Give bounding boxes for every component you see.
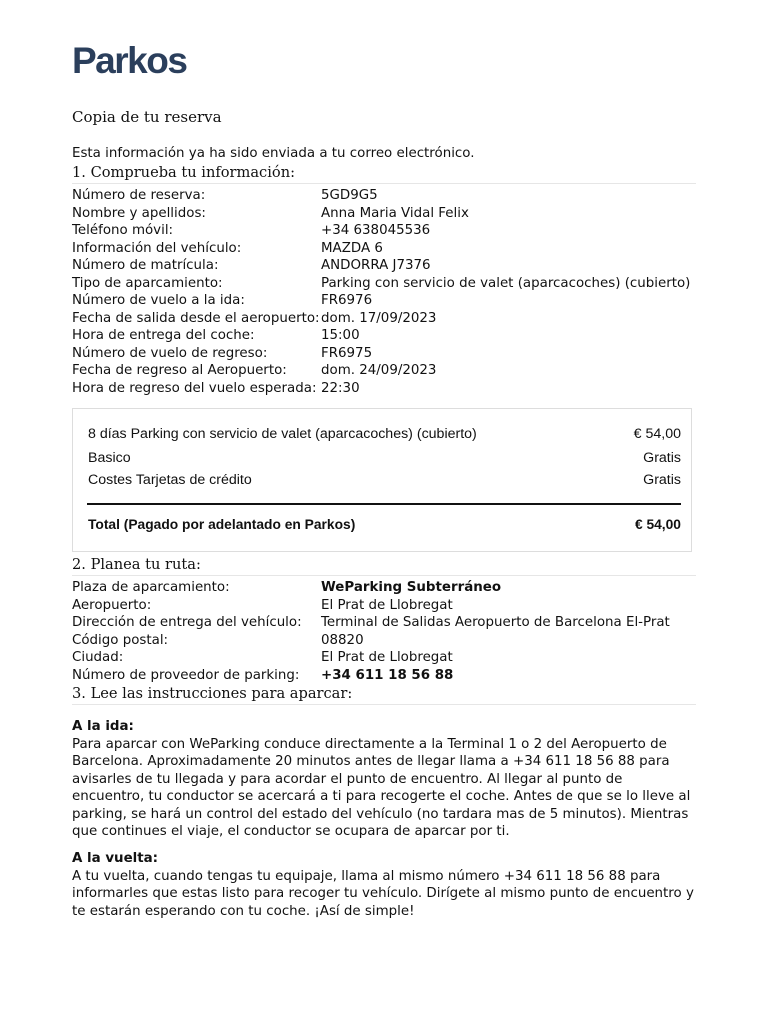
price-total <box>88 517 681 532</box>
outbound-text: Para aparcar con WeParking conduce directamente a la Terminal 1 o 2 del Aeropuerto de Barcelona. Aproximadamente 20 minutos antes de llegar llama a +34 611 18 56 88 para avisarles de tu llegada y para acordar el punto de encuentro. Al llegar al punto de encuentro, tu conductor se acercará a ti para recogerte el coche. Antes de que se lo lleve al parking, se hará un control del estado del vehículo (no tardara mas de 5 minutos). Mientras que continues el viaje, el conductor se ocupara de aparcar por ti. <box>72 736 691 839</box>
info-value: +34 638045536 <box>321 223 431 238</box>
price-line-value: Gratis <box>643 472 681 488</box>
info-row <box>72 327 696 345</box>
parkos-logo: Parkos <box>72 40 187 81</box>
section-2-title: 2. Planea tu ruta: <box>72 555 696 576</box>
price-divider <box>87 503 681 505</box>
info-value: 22:30 <box>321 380 360 396</box>
price-line-label: Costes Tarjetas de crédito <box>88 472 252 488</box>
info-row <box>72 380 696 398</box>
info-value: 15:00 <box>321 328 360 343</box>
return-instructions <box>72 850 696 920</box>
info-row <box>72 667 696 685</box>
info-value: dom. 17/09/2023 <box>321 310 437 326</box>
info-value: Anna Maria Vidal Felix <box>321 205 469 221</box>
info-label: Fecha de regreso al Aeropuerto: <box>72 363 287 378</box>
price-summary-box <box>72 408 692 552</box>
return-text: A tu vuelta, cuando tengas tu equipaje, llama al mismo número +34 611 18 56 88 para informarles que estas listo para recoger tu vehículo. Dirígete al mismo punto de encuentro y te estarán esperando con tu coche. ¡Así de simple! <box>72 868 694 919</box>
price-line-label: 8 días Parking con servicio de valet (aparcacoches) (cubierto) <box>88 426 477 442</box>
info-value: 08820 <box>321 632 364 648</box>
info-row <box>72 310 696 328</box>
info-row <box>72 632 696 650</box>
provider-phone: +34 611 18 56 88 <box>321 667 454 683</box>
info-label: Hora de regreso del vuelo esperada: <box>72 380 317 396</box>
intro-text: Esta información ya ha sido enviada a tu correo electrónico. <box>72 146 475 161</box>
info-row <box>72 187 696 205</box>
info-label: Número de proveedor de parking: <box>72 667 300 683</box>
info-value: FR6975 <box>321 345 373 361</box>
info-label: Ciudad: <box>72 650 124 665</box>
info-value: El Prat de Llobregat <box>321 597 453 613</box>
return-heading: A la vuelta: <box>72 851 159 866</box>
price-line <box>88 426 681 442</box>
parking-name: WeParking Subterráneo <box>321 580 502 595</box>
price-total-label: Total (Pagado por adelantado en Parkos) <box>88 517 356 532</box>
info-value: El Prat de Llobregat <box>321 650 453 665</box>
info-label: Aeropuerto: <box>72 597 152 613</box>
info-label: Código postal: <box>72 632 169 648</box>
info-row <box>72 205 696 223</box>
info-label: Tipo de aparcamiento: <box>72 275 223 291</box>
price-line <box>88 472 681 488</box>
outbound-heading: A la ida: <box>72 719 134 734</box>
outbound-instructions <box>72 718 696 841</box>
copy-title: Copia de tu reserva <box>72 108 222 126</box>
section-3-title: 3. Lee las instrucciones para aparcar: <box>72 684 696 705</box>
info-label: Número de vuelo de regreso: <box>72 345 268 361</box>
info-row <box>72 579 696 597</box>
info-label: Hora de entrega del coche: <box>72 328 255 343</box>
info-row <box>72 597 696 615</box>
info-label: Número de matrícula: <box>72 258 219 273</box>
info-row <box>72 257 696 275</box>
price-line <box>88 450 681 466</box>
section-1-title: 1. Comprueba tu información: <box>72 163 696 184</box>
info-label: Dirección de entrega del vehículo: <box>72 615 302 630</box>
price-line-value: € 54,00 <box>633 426 681 442</box>
info-row <box>72 345 696 363</box>
info-row <box>72 614 696 632</box>
info-row <box>72 362 696 380</box>
route-info-list <box>72 579 696 684</box>
info-label: Número de vuelo a la ida: <box>72 293 245 308</box>
info-value: dom. 24/09/2023 <box>321 363 437 378</box>
info-row <box>72 240 696 258</box>
info-row <box>72 222 696 240</box>
info-label: Número de reserva: <box>72 188 206 203</box>
info-label: Plaza de aparcamiento: <box>72 580 230 595</box>
info-value: Terminal de Salidas Aeropuerto de Barcelona El-Prat <box>321 615 670 630</box>
info-value: FR6976 <box>321 293 373 308</box>
price-total-value: € 54,00 <box>634 517 681 532</box>
info-label: Nombre y apellidos: <box>72 205 206 221</box>
info-value: Parking con servicio de valet (aparcacoches) (cubierto) <box>321 275 691 291</box>
info-label: Fecha de salida desde el aeropuerto: <box>72 310 320 326</box>
info-row <box>72 275 696 293</box>
info-label: Información del vehículo: <box>72 240 242 256</box>
info-row <box>72 649 696 667</box>
info-value: ANDORRA J7376 <box>321 258 431 273</box>
info-value: 5GD9G5 <box>321 188 378 203</box>
booking-info-list <box>72 187 696 397</box>
price-line-label: Basico <box>88 450 131 466</box>
info-row <box>72 292 696 310</box>
info-value: MAZDA 6 <box>321 240 383 256</box>
price-line-value: Gratis <box>643 450 681 466</box>
info-label: Teléfono móvil: <box>72 223 174 238</box>
